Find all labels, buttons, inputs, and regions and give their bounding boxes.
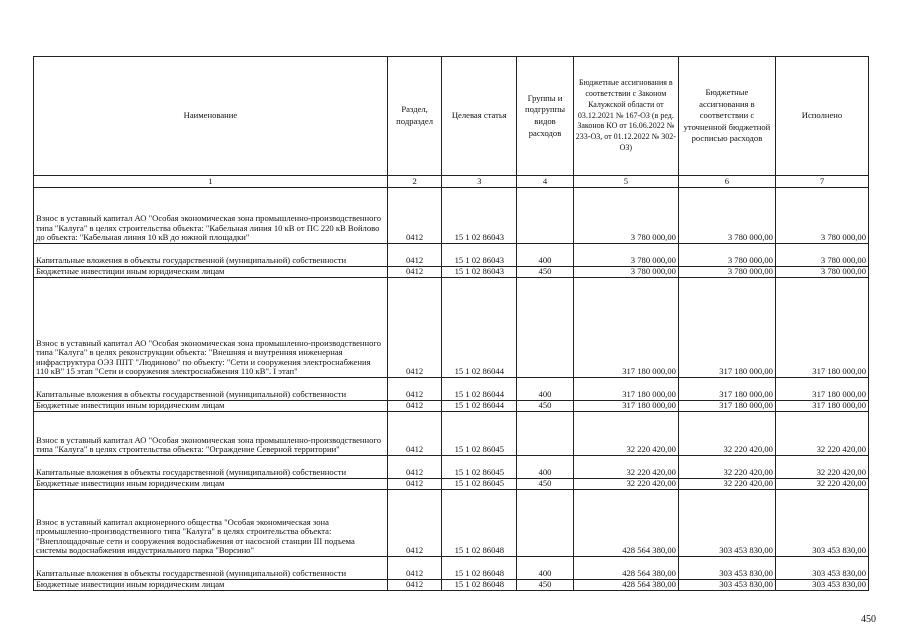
row-article: 15 1 02 86043 [442,244,517,267]
row-article: 15 1 02 86045 [442,479,517,490]
row-executed: 303 453 830,00 [775,580,868,591]
row-name: Взнос в уставный капитал АО "Особая экономическая зона промышленно-производственного типа "Калуга" в целях реконструкции объекта: "Внешняя и внутренняя инженерная инфраструктура ОЭЗ ППТ "Людиново" по объекту: "Сети и сооружения электроснабжения 110 кВ" 15 этап "Сети и сооружения электроснабжения 110 кВ". I этап" [34,278,388,378]
header-row [34,57,869,176]
row-law-allocation: 3 780 000,00 [573,267,678,278]
row-article: 15 1 02 86044 [442,378,517,401]
row-section: 0412 [387,188,442,244]
row-executed: 303 453 830,00 [775,490,868,557]
column-number: 7 [775,176,868,188]
row-law-allocation: 317 180 000,00 [573,401,678,412]
row-executed: 3 780 000,00 [775,267,868,278]
row-executed: 317 180 000,00 [775,278,868,378]
table-row [34,188,869,244]
row-refined-allocation: 32 220 420,00 [678,456,775,479]
row-article: 15 1 02 86048 [442,580,517,591]
row-article: 15 1 02 86044 [442,278,517,378]
row-name: Бюджетные инвестиции иным юридическим лицам [34,267,388,278]
row-article: 15 1 02 86045 [442,456,517,479]
row-law-allocation: 3 780 000,00 [573,244,678,267]
row-group: 400 [517,557,574,580]
row-section: 0412 [387,244,442,267]
row-group: 400 [517,378,574,401]
row-refined-allocation: 303 453 830,00 [678,490,775,557]
row-law-allocation: 428 564 380,00 [573,557,678,580]
row-refined-allocation: 32 220 420,00 [678,479,775,490]
row-section: 0412 [387,456,442,479]
row-executed: 317 180 000,00 [775,378,868,401]
row-executed: 32 220 420,00 [775,479,868,490]
row-law-allocation: 32 220 420,00 [573,456,678,479]
row-executed: 32 220 420,00 [775,412,868,456]
row-group: 450 [517,479,574,490]
header-executed: Исполнено [775,57,868,176]
column-number: 2 [387,176,442,188]
row-name: Капитальные вложения в объекты государственной (муниципальной) собственности [34,557,388,580]
column-number: 3 [442,176,517,188]
row-group [517,188,574,244]
row-group [517,490,574,557]
row-section: 0412 [387,278,442,378]
row-law-allocation: 32 220 420,00 [573,479,678,490]
row-group [517,278,574,378]
table-row [34,456,869,479]
row-executed: 3 780 000,00 [775,188,868,244]
row-refined-allocation: 3 780 000,00 [678,244,775,267]
row-group: 450 [517,267,574,278]
table-row [34,244,869,267]
row-group: 450 [517,401,574,412]
row-executed: 32 220 420,00 [775,456,868,479]
header-group: Группы и подгруппы видов расходов [517,57,574,176]
row-section: 0412 [387,580,442,591]
column-number: 1 [34,176,388,188]
column-number-row [34,176,869,188]
row-group: 400 [517,456,574,479]
row-article: 15 1 02 86044 [442,401,517,412]
row-article: 15 1 02 86048 [442,490,517,557]
table-row [34,490,869,557]
column-number: 4 [517,176,574,188]
row-group: 450 [517,580,574,591]
table-row [34,401,869,412]
table-row [34,580,869,591]
budget-table [33,56,869,591]
header-article: Целевая статья [442,57,517,176]
header-law-allocations: Бюджетные ассигнования в соответствии с Законом Калужской области от 03.12.2021 № 167-ОЗ (в ред. Законов КО от 16.06.2022 № 233-ОЗ, от 01.12.2022 № 302-ОЗ) [573,57,678,176]
row-refined-allocation: 303 453 830,00 [678,557,775,580]
row-section: 0412 [387,557,442,580]
row-executed: 303 453 830,00 [775,557,868,580]
column-number: 5 [573,176,678,188]
row-name: Капитальные вложения в объекты государственной (муниципальной) собственности [34,378,388,401]
row-section: 0412 [387,378,442,401]
row-law-allocation: 32 220 420,00 [573,412,678,456]
row-law-allocation: 3 780 000,00 [573,188,678,244]
row-law-allocation: 317 180 000,00 [573,378,678,401]
row-refined-allocation: 3 780 000,00 [678,188,775,244]
row-article: 15 1 02 86043 [442,267,517,278]
column-number: 6 [678,176,775,188]
row-refined-allocation: 317 180 000,00 [678,278,775,378]
row-name: Бюджетные инвестиции иным юридическим лицам [34,479,388,490]
header-section: Раздел, подраздел [387,57,442,176]
row-section: 0412 [387,412,442,456]
row-name: Бюджетные инвестиции иным юридическим лицам [34,580,388,591]
row-law-allocation: 428 564 380,00 [573,580,678,591]
table-row [34,267,869,278]
table-row [34,412,869,456]
table-row [34,479,869,490]
row-section: 0412 [387,490,442,557]
row-name: Взнос в уставный капитал акционерного общества "Особая экономическая зона промышленно-производственного типа "Калуга" в целях строительства объекта: "Внеплощадочные сети и сооружения водоснабжения от насосной станции III подъема системы водоснабжения индустриального парка "Ворсино" [34,490,388,557]
row-refined-allocation: 317 180 000,00 [678,401,775,412]
row-name: Капитальные вложения в объекты государственной (муниципальной) собственности [34,244,388,267]
table-row [34,278,869,378]
row-law-allocation: 428 564 380,00 [573,490,678,557]
row-article: 15 1 02 86043 [442,188,517,244]
table-row [34,557,869,580]
row-refined-allocation: 32 220 420,00 [678,412,775,456]
row-refined-allocation: 3 780 000,00 [678,267,775,278]
table-row [34,378,869,401]
row-section: 0412 [387,267,442,278]
row-group: 400 [517,244,574,267]
row-section: 0412 [387,479,442,490]
row-name: Бюджетные инвестиции иным юридическим лицам [34,401,388,412]
row-group [517,412,574,456]
row-refined-allocation: 317 180 000,00 [678,378,775,401]
row-article: 15 1 02 86045 [442,412,517,456]
row-executed: 3 780 000,00 [775,244,868,267]
row-refined-allocation: 303 453 830,00 [678,580,775,591]
row-name: Взнос в уставный капитал АО "Особая экономическая зона промышленно-производственного типа "Калуга" в целях строительства объекта: "Ограждение Северной территории" [34,412,388,456]
header-refined-allocations: Бюджетные ассигнования в соответствии с уточненной бюджетной росписью расходов [678,57,775,176]
row-name: Взнос в уставный капитал АО "Особая экономическая зона промышленно-производственного типа "Калуга" в целях строительства объекта: "Кабельная линия 10 кВ от ПС 220 кВ Войлово до объекта: "Кабельная линия 10 кВ до южной площадки" [34,188,388,244]
row-law-allocation: 317 180 000,00 [573,278,678,378]
header-name: Наименование [34,57,388,176]
row-section: 0412 [387,401,442,412]
row-name: Капитальные вложения в объекты государственной (муниципальной) собственности [34,456,388,479]
row-executed: 317 180 000,00 [775,401,868,412]
row-article: 15 1 02 86048 [442,557,517,580]
page-number: 450 [861,614,876,625]
